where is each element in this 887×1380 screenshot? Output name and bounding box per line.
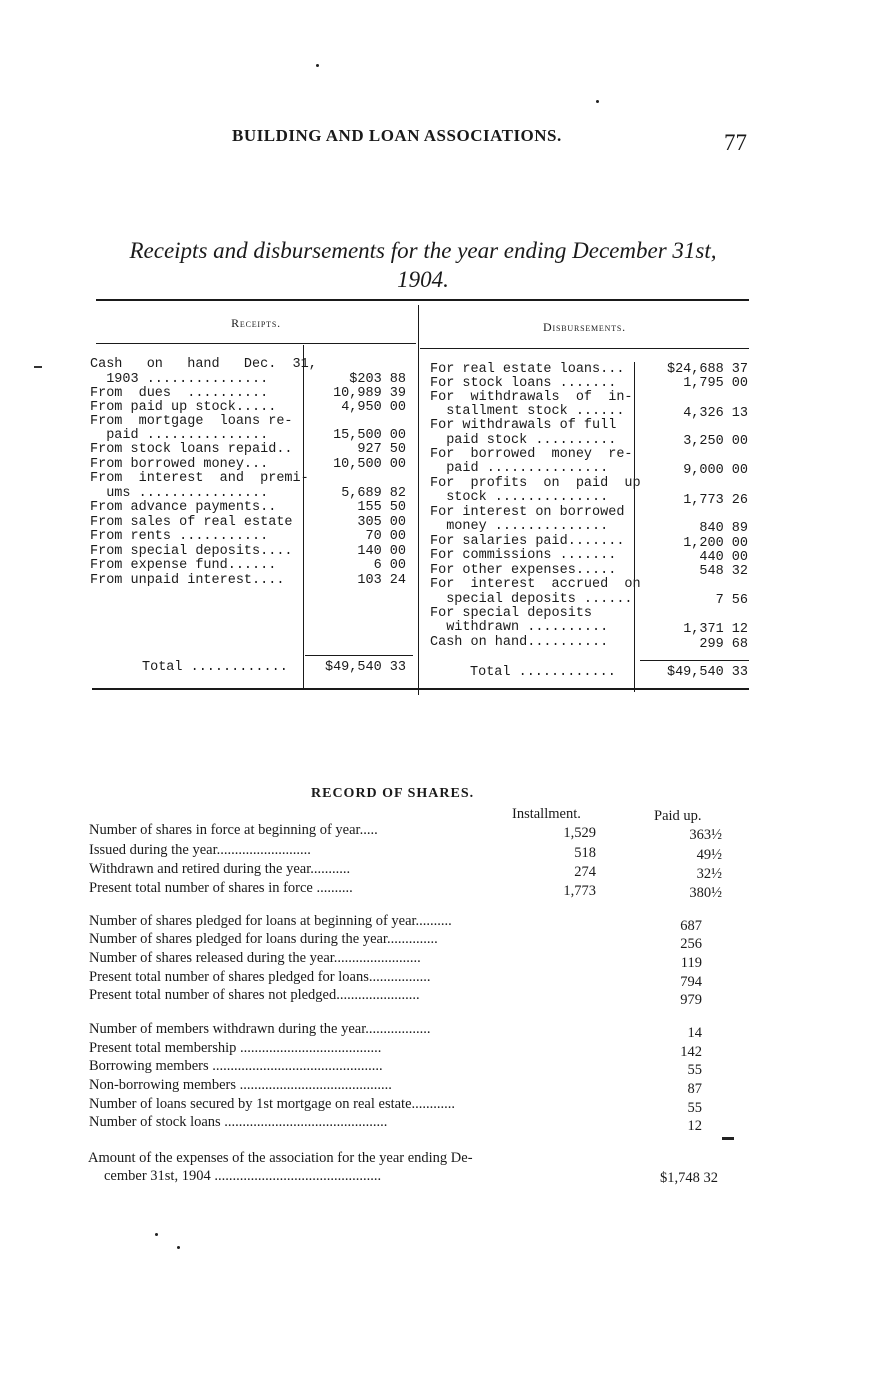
list-item: From special deposits.... — [90, 544, 293, 559]
receipt-amount: 140 00 — [357, 544, 406, 559]
share-label: Issued during the year.......................... — [89, 842, 311, 858]
list-item: For commissions ....... — [430, 548, 617, 563]
caption-line-2: 1904. — [397, 267, 449, 292]
center-divider — [418, 305, 419, 695]
shares-title: RECORD OF SHARES. — [311, 786, 475, 801]
list-item: For withdrawals of in- — [430, 390, 633, 405]
list-value: 55 — [687, 1100, 702, 1116]
list-item: From expense fund...... — [90, 558, 277, 573]
list-item: From advance payments.. — [90, 500, 277, 515]
receipt-amount: 4,950 00 — [341, 400, 406, 415]
list-item: Present total membership ....................................... — [89, 1040, 382, 1056]
receipt-amount: 10,500 00 — [333, 457, 406, 472]
share-installment: 1,773 — [563, 883, 596, 899]
share-paid-up: 49½ — [696, 847, 722, 863]
ink-speck — [316, 64, 319, 67]
list-item: From paid up stock..... — [90, 400, 277, 415]
share-paid-up: 363½ — [689, 827, 722, 843]
share-installment: 1,529 — [563, 825, 596, 841]
disb-amount: $24,688 37 — [666, 362, 748, 377]
list-item: From rents ........... — [90, 529, 269, 544]
list-item: Number of loans secured by 1st mortgage on real estate............ — [89, 1096, 456, 1112]
receipt-amount: 305 00 — [357, 515, 406, 530]
receipts-total-amount: $49,540 33 — [324, 660, 406, 675]
receipts-total-label: Total ............ — [142, 660, 288, 675]
disb-amount: 7 56 — [715, 593, 748, 608]
expenses-line-1: Amount of the expenses of the association for the year ending De- — [88, 1150, 473, 1166]
list-value: 687 — [680, 918, 702, 934]
list-item: Number of stock loans ............................................. — [89, 1114, 388, 1130]
share-label: Withdrawn and retired during the year........... — [89, 861, 351, 877]
list-item: From unpaid interest.... — [90, 573, 285, 588]
disb-total-amount: $49,540 33 — [666, 665, 748, 680]
disb-amount: 1,773 26 — [683, 493, 748, 508]
list-item: For other expenses..... — [430, 563, 617, 578]
disb-total-label: Total ............ — [470, 665, 616, 680]
running-header: BUILDING AND LOAN ASSOCIATIONS. — [232, 126, 562, 145]
list-item: Number of shares released during the year........................ — [89, 950, 421, 966]
disb-amount: 440 00 — [699, 550, 748, 565]
disb-amount: 9,000 00 — [683, 463, 748, 478]
list-item: For borrowed money re- — [430, 447, 633, 462]
list-item: paid ............... — [430, 461, 609, 476]
list-value: 256 — [680, 936, 702, 952]
share-installment: 518 — [574, 845, 596, 861]
receipt-amount: 10,989 39 — [333, 386, 406, 401]
table-caption — [92, 236, 754, 294]
receipts-heading-rule — [96, 343, 416, 344]
list-value: 142 — [680, 1044, 702, 1060]
receipt-amount: 155 50 — [357, 500, 406, 515]
disb-amount: 299 68 — [699, 637, 748, 652]
disb-amount: 1,371 12 — [683, 622, 748, 637]
list-value: 979 — [680, 992, 702, 1008]
disb-amount: 548 32 — [699, 564, 748, 579]
ink-speck — [596, 100, 599, 103]
receipt-amount: 103 24 — [357, 573, 406, 588]
list-item: special deposits ...... — [430, 592, 633, 607]
list-item: For withdrawals of full — [430, 418, 617, 433]
share-paid-up: 32½ — [696, 866, 722, 882]
list-item: 1903 ............... — [90, 372, 269, 387]
share-paid-up: 380½ — [689, 885, 722, 901]
expenses-amount: $1,748 32 — [660, 1170, 718, 1186]
list-item: From borrowed money... — [90, 457, 269, 472]
list-item: stock .............. — [430, 490, 609, 505]
expenses-line-2: cember 31st, 1904 .............................................. — [104, 1168, 382, 1184]
disbursements-heading: Disbursements. — [543, 320, 626, 334]
receipts-total-rule — [305, 655, 413, 656]
col-head-installment: Installment. — [512, 806, 581, 822]
disbursements-heading-rule — [420, 348, 749, 349]
page-number: 77 — [724, 130, 747, 155]
list-item: From stock loans repaid.. — [90, 442, 293, 457]
list-item: For salaries paid....... — [430, 534, 625, 549]
disb-total-rule — [640, 660, 749, 661]
list-item: paid ............... — [90, 428, 269, 443]
ink-speck — [34, 366, 42, 368]
receipt-amount: 15,500 00 — [333, 428, 406, 443]
ink-speck — [155, 1233, 158, 1236]
list-item: withdrawn .......... — [430, 620, 609, 635]
caption-line-1: Receipts and disbursements for the year ending December 31st, — [129, 238, 717, 263]
receipt-amount: 70 00 — [365, 529, 406, 544]
list-value: 12 — [687, 1118, 702, 1134]
receipt-amount: 6 00 — [373, 558, 406, 573]
list-item: Non-borrowing members .......................................... — [89, 1077, 392, 1093]
list-value: 794 — [680, 974, 702, 990]
disb-amount: 4,326 13 — [683, 406, 748, 421]
list-item: Present total number of shares pledged for loans................. — [89, 969, 431, 985]
col-head-paid-up: Paid up. — [654, 808, 702, 824]
list-item: Present total number of shares not pledged....................... — [89, 987, 420, 1003]
disb-amount: 1,795 00 — [683, 376, 748, 391]
list-item: From mortgage loans re- — [90, 414, 293, 429]
list-item: For special deposits — [430, 606, 593, 621]
receipt-amount: 927 50 — [357, 442, 406, 457]
ink-speck — [722, 1137, 734, 1140]
list-value: 55 — [687, 1062, 702, 1078]
receipt-amount: $203 88 — [349, 372, 406, 387]
ink-speck — [177, 1246, 180, 1249]
table-bottom-rule — [92, 688, 749, 690]
list-item: Number of shares pledged for loans at beginning of year.......... — [89, 913, 452, 929]
list-item: Number of members withdrawn during the year.................. — [89, 1021, 431, 1037]
list-item: For profits on paid up — [430, 476, 641, 491]
disb-amount: 840 89 — [699, 521, 748, 536]
share-installment: 274 — [574, 864, 596, 880]
list-value: 119 — [680, 955, 702, 971]
list-item: Cash on hand Dec. 31, — [90, 357, 317, 372]
list-item: stallment stock ...... — [430, 404, 625, 419]
list-item: ums ................ — [90, 486, 269, 501]
list-value: 14 — [687, 1025, 702, 1041]
list-item: For real estate loans... — [430, 362, 625, 377]
list-item: For interest on borrowed — [430, 505, 625, 520]
share-label: Present total number of shares in force .......... — [89, 880, 353, 896]
disb-amount: 3,250 00 — [683, 434, 748, 449]
receipts-heading: Receipts. — [231, 316, 281, 330]
list-value: 87 — [687, 1081, 702, 1097]
list-item: paid stock .......... — [430, 433, 617, 448]
list-item: Cash on hand.......... — [430, 635, 609, 650]
list-item: From sales of real estate — [90, 515, 293, 530]
disb-amount: 1,200 00 — [683, 536, 748, 551]
list-item: For interest accrued on — [430, 577, 641, 592]
list-item: money .............. — [430, 519, 609, 534]
table-top-rule — [96, 299, 749, 301]
receipt-amount: 5,689 82 — [341, 486, 406, 501]
list-item: Number of shares pledged for loans during the year.............. — [89, 931, 438, 947]
list-item: From dues .......... — [90, 386, 269, 401]
list-item: For stock loans ....... — [430, 376, 617, 391]
list-item: Borrowing members ............................................... — [89, 1058, 383, 1074]
share-label: Number of shares in force at beginning of year..... — [89, 822, 378, 838]
list-item: From interest and premi- — [90, 471, 309, 486]
